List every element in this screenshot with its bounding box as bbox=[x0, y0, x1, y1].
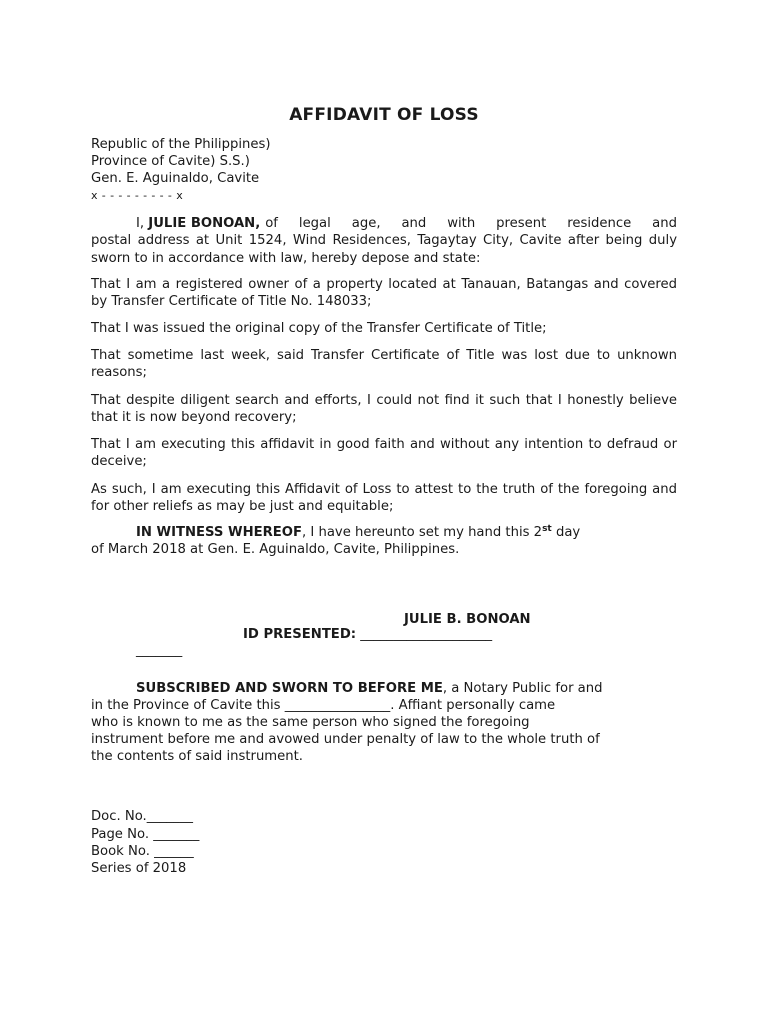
statement-ownership: That I am a registered owner of a property located at Tanauan, Batangas and covered by Transfer Certificate of Title No. 148033; bbox=[91, 277, 677, 310]
intro-text-rest: postal address at Unit 1524, Wind Residences, Tagaytay City, Cavite after being duly sworn to in accordance with law, hereby depose and state: bbox=[91, 233, 677, 266]
jurat-line2-before: in the Province of Cavite this bbox=[91, 698, 285, 713]
witness-ordinal: st bbox=[542, 524, 552, 534]
jurat-line4: instrument before me and avowed under penalty of law to the whole truth of bbox=[91, 732, 600, 747]
series-year: Series of 2018 bbox=[91, 861, 187, 876]
jurat-line2-after: . Affiant personally came bbox=[390, 698, 556, 713]
doc-no: Doc. No._______ bbox=[91, 809, 193, 824]
venue-province: Province of Cavite) S.S.) bbox=[91, 154, 250, 169]
page-no: Page No. _______ bbox=[91, 827, 200, 842]
affiant-name: JULIE BONOAN, bbox=[148, 216, 261, 231]
witness-line2: of March 2018 at Gen. E. Aguinaldo, Cavite, Philippines. bbox=[91, 542, 460, 557]
witness-text: , I have hereunto set my hand this 2 bbox=[302, 525, 543, 540]
venue-republic: Republic of the Philippines) bbox=[91, 137, 271, 152]
jurat-line2 bbox=[91, 697, 555, 714]
book-no: Book No. ______ bbox=[91, 844, 194, 859]
jurat-text-line1: , a Notary Public for and bbox=[442, 681, 603, 696]
intro-prefix: I, bbox=[136, 216, 145, 231]
intro-text-line1: of legal age, and with present residence and bbox=[265, 216, 677, 231]
statement-search: That despite diligent search and efforts, I could not find it such that I honestly believe that it is now beyond recovery; bbox=[91, 393, 677, 426]
statement-good-faith: That I am executing this affidavit in good faith and without any intention to defraud or deceive; bbox=[91, 437, 677, 470]
intro-paragraph bbox=[91, 215, 677, 267]
statement-lost: That sometime last week, said Transfer Certificate of Title was lost due to unknown reasons; bbox=[91, 348, 677, 381]
jurat-line3: who is known to me as the same person who signed the foregoing bbox=[91, 715, 530, 730]
id-presented-line bbox=[243, 627, 492, 642]
statement-issued: That I was issued the original copy of the Transfer Certificate of Title; bbox=[91, 321, 547, 336]
id-extra-blank: _______ bbox=[136, 643, 183, 658]
jurat-date-blank: ________________ bbox=[284, 698, 391, 713]
witness-day: day bbox=[551, 525, 581, 540]
id-presented-label: ID PRESENTED: bbox=[243, 627, 357, 642]
witness-heading: IN WITNESS WHEREOF bbox=[136, 525, 302, 540]
intro-lead bbox=[91, 215, 260, 232]
statement-purpose: As such, I am executing this Affidavit of Loss to attest to the truth of the foregoing and for other reliefs as may be just and equitable; bbox=[91, 482, 677, 515]
jurat-line5: the contents of said instrument. bbox=[91, 749, 303, 764]
document-title: AFFIDAVIT OF LOSS bbox=[289, 105, 479, 125]
venue-separator: x - - - - - - - - - x bbox=[91, 189, 184, 202]
id-presented-blank: ____________________ bbox=[360, 627, 493, 642]
intro-first-line bbox=[91, 215, 677, 232]
jurat-line1 bbox=[136, 680, 603, 697]
witness-line1 bbox=[136, 524, 580, 541]
jurat-heading: SUBSCRIBED AND SWORN TO BEFORE ME bbox=[136, 681, 443, 696]
signatory-name: JULIE B. BONOAN bbox=[404, 612, 531, 627]
venue-municipality: Gen. E. Aguinaldo, Cavite bbox=[91, 171, 260, 186]
